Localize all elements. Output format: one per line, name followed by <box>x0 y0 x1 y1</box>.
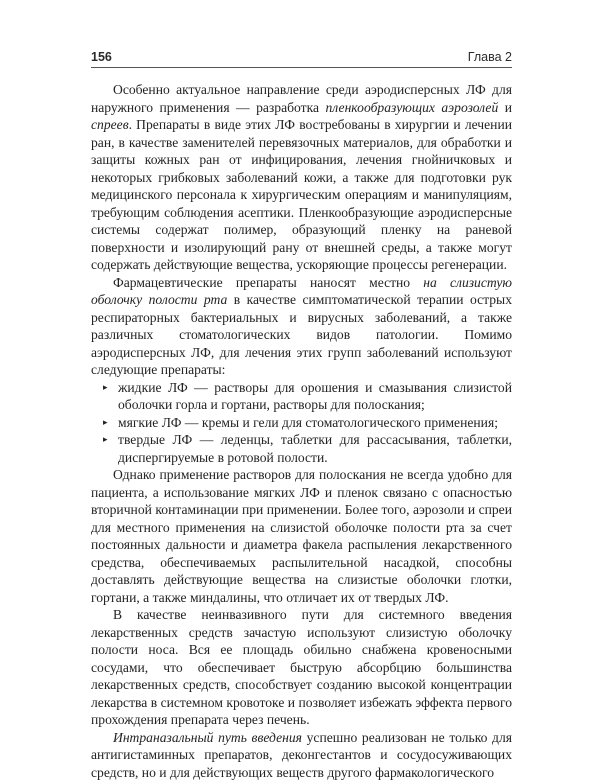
text-run: . Препараты в виде этих ЛФ востребованы в хирургии и лечении ран, в качестве заменителей перевязочных материалов, для обработки и защиты кожных ран от инфицирования, лечения гнойничковых и некоторых грибковых заболеваний кожи, а также для подготовки рук медицинского персонала к хирургическим операциям и манипуляциям, требующим соблюдения асептики. Пленкообразующие аэродисперсные системы содержат полимер, образующий пленку на раневой поверхности и изолирующий рану от внешней среды, а также могут содержать действующие вещества, ускоряющие процессы регенерации. <box>91 117 512 272</box>
body-text <box>91 81 512 781</box>
text-run: Особенно актуальное направление среди аэродисперсных ЛФ для наружного применения — разработка <box>91 82 512 115</box>
bullet-icon: ▸ <box>103 414 108 432</box>
list-item <box>91 431 512 466</box>
running-header <box>91 50 512 70</box>
chapter-title: Глава 2 <box>468 50 512 64</box>
page-number: 156 <box>91 50 112 64</box>
paragraph-aerosols <box>91 81 512 274</box>
emphasis-sprays: спреев <box>91 117 129 132</box>
emphasis-film-aerosols: пленкообразующих аэрозолей <box>325 100 498 115</box>
text-run: и <box>498 100 512 115</box>
header-rule <box>91 67 512 68</box>
paragraph-intranasal <box>91 729 512 781</box>
text-run: в качестве симптоматической терапии острых респираторных бактериальных и вирусных заболеваний, а также различных стоматологических видов патологии. Помимо аэродисперсных ЛФ, для лечения этих групп заболеваний используют следующие препараты: <box>91 292 512 377</box>
emphasis-oral-mucosa: на слизистую оболочку полости рта <box>91 275 512 308</box>
list-item <box>91 414 512 432</box>
list-item-text: жидкие ЛФ — растворы для орошения и смазывания слизистой оболочки горла и гортани, растворы для полоскания; <box>118 380 512 413</box>
paragraph-rinse-drawbacks: Однако применение растворов для полоскания не всегда удобно для пациента, а использование мягких ЛФ и пленок связано с опасностью вторичной контаминации при применении. Более того, аэрозоли и спреи для местного применения на слизистой оболочке полости рта за счет постоянных дальности и диаметра факела распыления лекарственного средства, обеспечиваемых распылительной насадкой, способны доставлять действующие вещества на слизистые оболочки глотки, гортани, а также миндалины, что отличает их от твердых ЛФ. <box>91 466 512 606</box>
list-item <box>91 379 512 414</box>
bullet-icon: ▸ <box>103 431 108 449</box>
emphasis-intranasal-route: Интраназальный путь введения <box>113 730 302 745</box>
paragraph-nasal-route: В качестве неинвазивного пути для системного введения лекарственных средств зачастую используют слизистую оболочку полости носа. Вся ее площадь обильно снабжена кровеносными сосудами, что обеспечивает быструю абсорбцию большинства лекарственных средств, способствует созданию высокой концентрации лекарства в системном кровотоке и позволяет избежать эффекта первого прохождения препарата через печень. <box>91 606 512 729</box>
text-run: Фармацевтические препараты наносят местно <box>113 275 423 290</box>
list-item-text: твердые ЛФ — леденцы, таблетки для рассасывания, таблетки, диспергируемые в ротовой полости. <box>118 432 512 465</box>
bullet-icon: ▸ <box>103 379 108 397</box>
dosage-forms-list <box>91 379 512 467</box>
paragraph-oral-mucosa <box>91 274 512 379</box>
list-item-text: мягкие ЛФ — кремы и гели для стоматологического применения; <box>118 415 498 430</box>
text-run: успешно реализован не только для антигистаминных препаратов, деконгестантов и сосудосуживающих средств, но и для действующих веществ другого фармакологического <box>91 730 512 780</box>
